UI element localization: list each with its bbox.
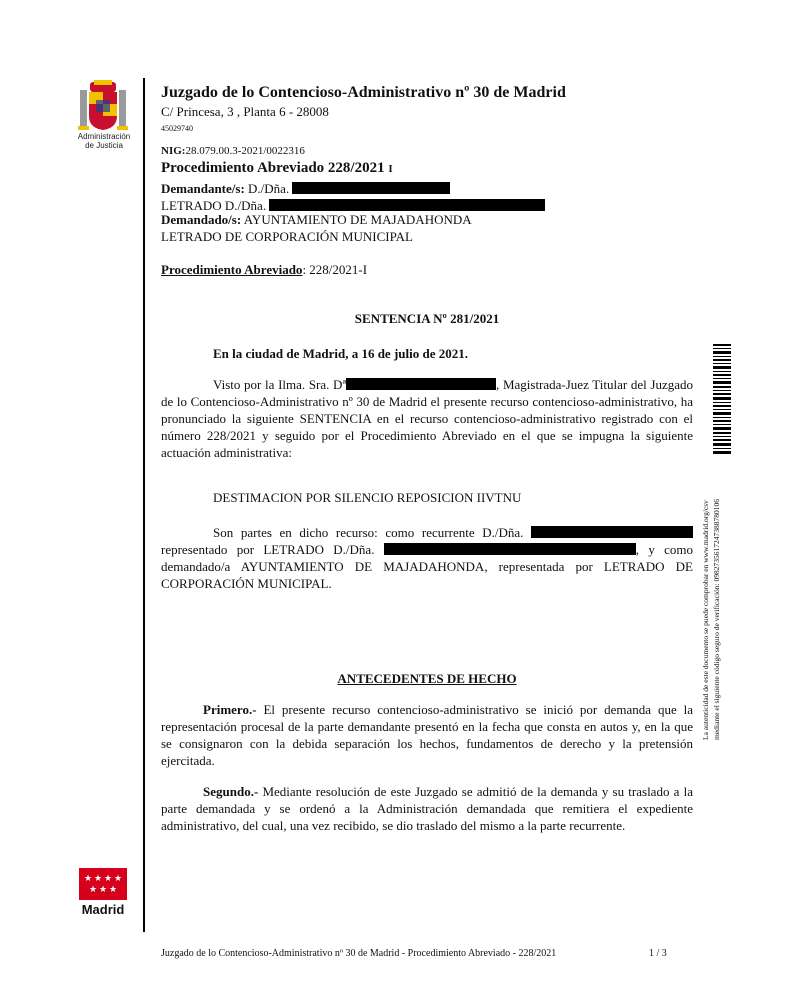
proc-ref-label: Procedimiento Abreviado: [161, 262, 303, 277]
primero-text: El presente recurso contencioso-administrativo se inició por demanda que la representación procesal de la parte demandante presentó en la fecha que consta en autos y, en la que se consignaron con la debida separación los hechos, fundamentos de derecho y la pretensión ejercitada.: [161, 702, 693, 768]
demandante-label: Demandante/s:: [161, 181, 245, 196]
procedure-reference: [161, 261, 367, 278]
svg-text:★: ★: [108, 885, 118, 895]
madrid-logo: [79, 868, 127, 917]
svg-text:★: ★: [98, 885, 108, 895]
demandante-value: D./Dña.: [248, 181, 290, 196]
demandado-line: [161, 211, 472, 228]
city-date: En la ciudad de Madrid, a 16 de julio de 2021.: [213, 346, 468, 361]
court-name: Juzgado de lo Contencioso-Administrativo nº 30 de Madrid: [161, 84, 566, 101]
primero-paragraph: [161, 701, 693, 769]
demandante-line: [161, 180, 450, 197]
procedure-title: [161, 160, 393, 177]
redaction-block: [269, 199, 545, 211]
page-number: 1 / 3: [649, 948, 667, 959]
redaction-block: [384, 543, 636, 555]
madrid-logo-text: Madrid: [81, 902, 125, 917]
impugned-act: DESTIMACION POR SILENCIO REPOSICION IIVTNU: [213, 490, 522, 505]
barcode-icon: [713, 344, 731, 454]
nig-line: [161, 145, 305, 157]
redaction-block: [346, 378, 496, 390]
demandado-label: Demandado/s:: [161, 212, 242, 227]
segundo-paragraph: [161, 783, 693, 834]
logo-caption-line2: de Justicia: [85, 141, 123, 150]
proc-ref-value: : 228/2021-I: [302, 262, 368, 277]
segundo-label: Segundo.-: [203, 784, 259, 799]
court-address: C/ Princesa, 3 , Planta 6 - 28008: [161, 104, 329, 119]
visto-text-a: Visto por la Ilma. Sra. Dª: [213, 377, 347, 392]
partes-text-a: Son partes en dicho recurso: como recurrente D./Dña.: [213, 525, 524, 540]
primero-label: Primero.-: [203, 702, 257, 717]
visto-text-b: , Magistrada-Juez Titular del Juzgado de lo Contencioso-Administrativo nº 30 de Madrid el presente recurso contencioso-administrativo, ha pronunciado la siguiente SENTENCIA en el recurso contencioso-administrativo registrado con el número 228/2021 y seguido por el Procedimiento Abreviado en el que se impugna la siguiente actuación administrativa:: [161, 377, 693, 460]
partes-paragraph: [161, 524, 693, 592]
partes-text-b: representado por LETRADO D./Dña.: [161, 542, 375, 557]
redaction-block: [292, 182, 450, 194]
court-code: 45029740: [161, 124, 193, 133]
svg-text:★: ★: [88, 885, 98, 895]
sentencia-title: SENTENCIA Nº 281/2021: [354, 311, 500, 326]
antecedentes-title: ANTECEDENTES DE HECHO: [337, 671, 517, 686]
logo-caption-line1: Administración: [77, 132, 131, 141]
svg-text:★: ★: [113, 874, 123, 884]
verification-line2: mediante el siguiente código seguro de verificación: 0982735617247388780106: [712, 499, 721, 740]
svg-text:★: ★: [93, 874, 103, 884]
visto-paragraph: [161, 376, 693, 461]
procedure-suffix: I: [388, 163, 393, 175]
partes-text-c: , y como demandado/a AYUNTAMIENTO DE MAJADAHONDA, representada por LETRADO DE CORPORACIÓN MUNICIPAL.: [161, 542, 693, 591]
demandado-value: AYUNTAMIENTO DE MAJADAHONDA: [243, 212, 472, 227]
margin-rule: [143, 78, 145, 932]
letrado-demandante: LETRADO D./Dña.: [161, 198, 267, 213]
letrado-demandado-line: LETRADO DE CORPORACIÓN MUNICIPAL: [161, 229, 413, 244]
madrid-flag-icon: [79, 868, 127, 900]
segundo-text: Mediante resolución de este Juzgado se admitió de la demanda y su traslado a la parte demandada y se ordenó a la Administración demandada que remitiera el expediente administrativo, del cual, una vez recibido, se dio traslado del mismo a la parte recurrente.: [161, 784, 693, 833]
footer-text: Juzgado de lo Contencioso-Administrativo nº 30 de Madrid - Procedimiento Abreviado - 228/2021: [161, 948, 557, 959]
logo-caption: [66, 132, 142, 150]
nig-label: NIG:: [161, 145, 186, 157]
svg-text:★: ★: [83, 874, 93, 884]
nig-value: 28.079.00.3-2021/0022316: [185, 145, 305, 157]
verification-note: [700, 450, 722, 740]
redaction-block: [531, 526, 693, 538]
svg-text:★: ★: [103, 874, 113, 884]
verification-line1: La autenticidad de este documento se puede comprobar en www.madrid.org/csv: [701, 500, 710, 740]
procedure-number: Procedimiento Abreviado 228/2021: [161, 160, 385, 176]
